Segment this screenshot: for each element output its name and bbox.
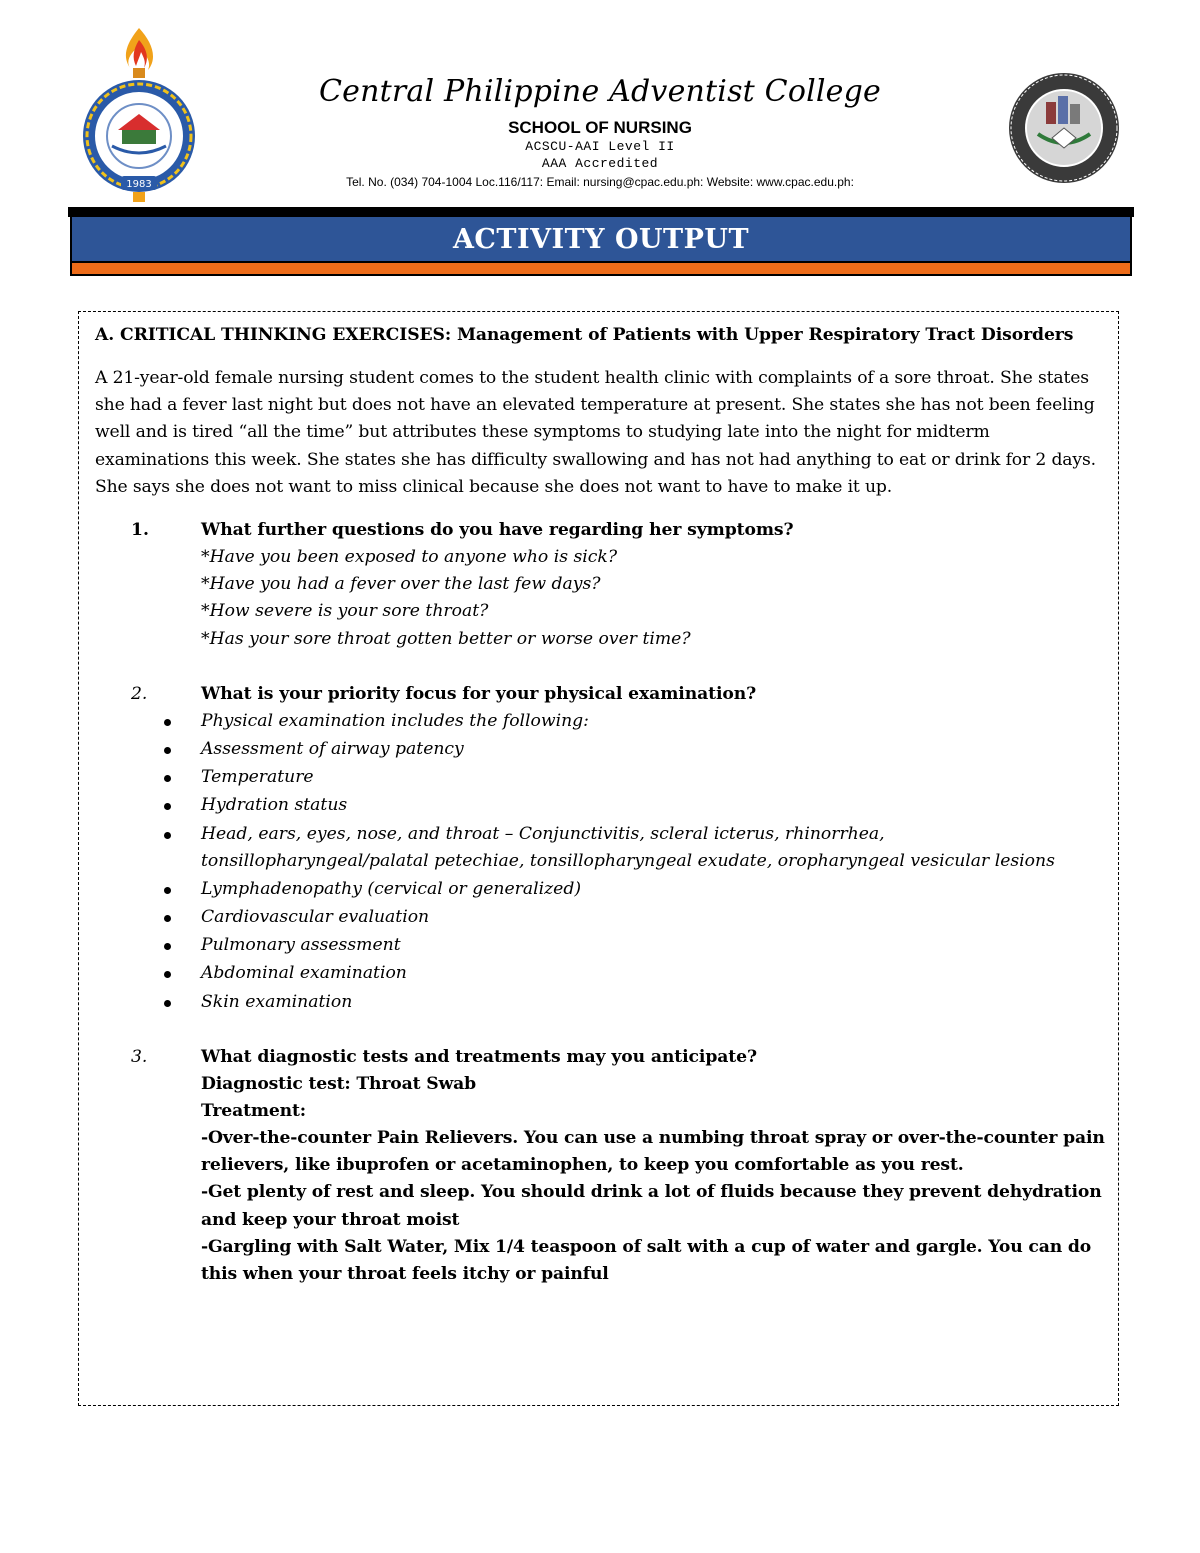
treatment-line: -Gargling with Salt Water, Mix 1/4 teaspoon of salt with a cup of water and gargle. You can do this when your throat feels itchy or painful bbox=[201, 1236, 1092, 1284]
college-seal-logo-left bbox=[78, 26, 200, 202]
bullet-icon bbox=[164, 832, 171, 839]
contact-line: Tel. No. (034) 704-1004 Loc.116/117: Email: nursing@cpac.edu.ph: Website: www.cpac.edu.ph: bbox=[346, 175, 854, 189]
bullet-icon bbox=[164, 887, 171, 894]
section-heading-prefix: A. CRITICAL THINKING EXERCISES: bbox=[95, 325, 452, 345]
list-item bbox=[131, 932, 1105, 959]
treatment-line: -Over-the-counter Pain Relievers. You can use a numbing throat spray or over-the-counter pain relievers, like ibuprofen or acetaminophen, to keep you comfortable as you rest. bbox=[201, 1127, 1105, 1176]
banner-orange-strip bbox=[70, 261, 1132, 276]
bullet-icon bbox=[164, 971, 171, 978]
question-number: 3. bbox=[131, 1046, 148, 1067]
section-heading-title: Management of Patients with Upper Respiratory Tract Disorders bbox=[451, 325, 1074, 345]
question-text: What diagnostic tests and treatments may you anticipate? bbox=[201, 1046, 757, 1067]
letterhead bbox=[250, 72, 950, 190]
left-seal-year: 1983 bbox=[126, 179, 152, 190]
banner-title: ACTIVITY OUTPUT bbox=[452, 223, 750, 255]
question-text: What is your priority focus for your physical examination? bbox=[201, 683, 757, 704]
section-heading bbox=[95, 322, 1105, 348]
question-number: 2. bbox=[131, 683, 148, 704]
list-item-text: Cardiovascular evaluation bbox=[201, 906, 430, 927]
list-item bbox=[131, 960, 1105, 987]
diagnostic-test-line: Diagnostic test: Throat Swab bbox=[201, 1073, 476, 1094]
activity-output-banner bbox=[70, 217, 1132, 261]
answer-line: *How severe is your sore throat? bbox=[201, 601, 489, 622]
list-item bbox=[131, 792, 1105, 819]
list-item bbox=[131, 904, 1105, 931]
list-item-text: Pulmonary assessment bbox=[201, 935, 401, 956]
case-scenario: A 21-year-old female nursing student comes to the student health clinic with complaints of a sore throat. She states she had a fever last night but does not have an elevated temperature at present. She states she has not been feeling well and is tired “all the time” but attributes these symptoms to studying late into the night for midterm examinations this week. She states she has difficulty swallowing and has not had anything to eat or drink for 2 days. She says she does not want to miss clinical because she does not want to have to make it up. bbox=[95, 368, 1096, 497]
question-3 bbox=[95, 1044, 1105, 1289]
school-name: SCHOOL OF NURSING bbox=[508, 118, 692, 137]
list-item-text: Assessment of airway patency bbox=[201, 739, 464, 760]
answer-line: *Have you been exposed to anyone who is sick? bbox=[201, 547, 618, 568]
activity-content bbox=[95, 322, 1105, 1288]
bullet-icon bbox=[164, 1000, 171, 1007]
list-item-text: Lymphadenopathy (cervical or generalized) bbox=[201, 878, 582, 899]
bullet-icon bbox=[164, 803, 171, 810]
list-item bbox=[131, 821, 1105, 875]
banner-top-rule bbox=[68, 207, 1134, 217]
bullet-icon bbox=[164, 943, 171, 950]
list-item-text: Skin examination bbox=[201, 991, 353, 1012]
bullet-icon bbox=[164, 719, 171, 726]
list-item bbox=[131, 764, 1105, 791]
bullet-icon bbox=[164, 775, 171, 782]
list-item bbox=[131, 708, 1105, 735]
list-item bbox=[131, 736, 1105, 763]
accreditation-level: ACSCU-AAI Level II bbox=[525, 139, 675, 154]
treatment-label: Treatment: bbox=[201, 1100, 307, 1121]
activity-content-box bbox=[78, 311, 1119, 1406]
treatment-line: -Get plenty of rest and sleep. You should drink a lot of fluids because they prevent dehydration and keep your throat moist bbox=[201, 1182, 1102, 1230]
list-item bbox=[131, 989, 1105, 1016]
answer-line: *Have you had a fever over the last few days? bbox=[201, 574, 601, 595]
list-item-text: Abdominal examination bbox=[201, 963, 407, 984]
accreditation-status: AAA Accredited bbox=[541, 156, 659, 171]
list-item bbox=[131, 876, 1105, 903]
list-item-text: Head, ears, eyes, nose, and throat – Conjunctivitis, scleral icterus, rhinorrhea, tonsillopharyngeal/palatal petechiae, tonsillopharyngeal exudate, oropharyngeal vesicular lesions bbox=[201, 823, 1055, 871]
question-number: 1. bbox=[131, 520, 149, 541]
list-item-text: Temperature bbox=[201, 767, 314, 788]
college-name: Central Philippine Adventist College bbox=[319, 74, 881, 109]
bullet-icon bbox=[164, 747, 171, 754]
list-item-text: Physical examination includes the following: bbox=[201, 710, 589, 731]
question-2 bbox=[95, 681, 1105, 1016]
question-1 bbox=[95, 517, 1105, 653]
school-of-nursing-seal-logo-right bbox=[1008, 72, 1120, 184]
exam-focus-list bbox=[131, 708, 1105, 1016]
question-text: What further questions do you have regarding her symptoms? bbox=[201, 520, 794, 541]
bullet-icon bbox=[164, 915, 171, 922]
answer-line: *Has your sore throat gotten better or worse over time? bbox=[201, 628, 691, 649]
list-item-text: Hydration status bbox=[201, 795, 348, 816]
